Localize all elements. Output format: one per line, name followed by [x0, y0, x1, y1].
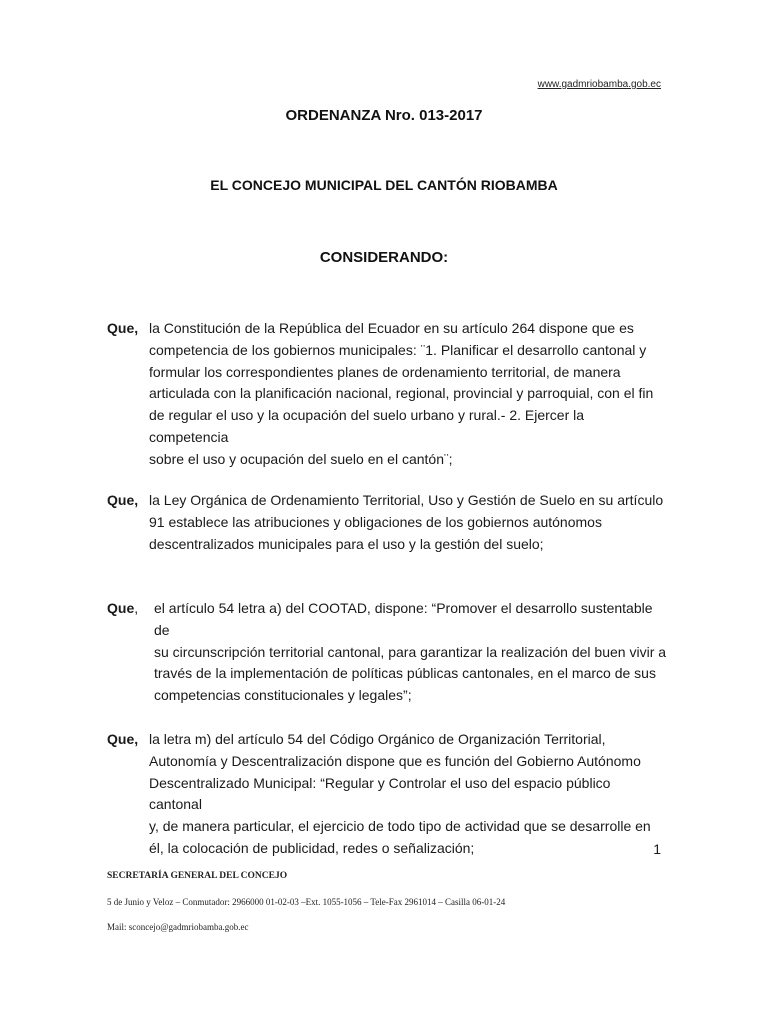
considerando-heading: CONSIDERANDO:	[319, 249, 449, 266]
clause-line: la Constitución de la República del Ecuador en su artículo 264 dispone que es	[149, 320, 634, 336]
clause-lead	[107, 598, 138, 620]
footer-contact: 5 de Junio y Veloz – Conmutador: 2966000 01-02-03 –Ext. 1055-1056 – Tele-Fax 2961014 – Casilla 06-01-24	[107, 897, 506, 907]
footer-office: SECRETARÍA GENERAL DEL CONCEJO	[107, 871, 288, 881]
clause-line: competencia de los gobiernos municipales: ¨1. Planificar el desarrollo cantonal y	[149, 341, 647, 358]
clause-line: la letra m) del artículo 54 del Código Orgánico de Organización Territorial,	[149, 731, 606, 747]
clause-line: y, de manera particular, el ejercicio de todo tipo de actividad que se desarrolle en	[149, 818, 651, 835]
clause-line: través de la implementación de políticas públicas cantonales, en el marco de sus	[154, 665, 656, 682]
clause-line: articulada con la planificación nacional, regional, provincial y parroquial, con el fin	[149, 385, 654, 402]
clause-4	[107, 729, 667, 860]
clause-line: 91 establece las atribuciones y obligaciones de los gobiernos autónomos	[149, 513, 602, 530]
clause-line: formular los correspondientes planes de ordenamiento territorial, de manera	[149, 363, 621, 380]
clause-line: la Ley Orgánica de Ordenamiento Territorial, Uso y Gestión de Suelo en su artículo	[149, 492, 664, 508]
clause-line: descentralizados municipales para el uso y la gestión del suelo;	[149, 535, 544, 552]
clause-text	[149, 490, 667, 555]
ordinance-title: ORDENANZA Nro. 013-2017	[285, 107, 483, 124]
clause-line: él, la colocación de publicidad, redes o señalización;	[149, 839, 475, 856]
clause-2	[107, 490, 667, 555]
clause-line: Descentralizado Municipal: “Regular y Controlar el uso del espacio público cantonal	[149, 774, 611, 813]
clause-text	[149, 729, 667, 860]
footer-mail: Mail: sconcejo@gadmriobamba.gob.ec	[107, 922, 249, 932]
issuer-heading: EL CONCEJO MUNICIPAL DEL CANTÓN RIOBAMBA	[210, 177, 558, 193]
clause-line: competencias constitucionales y legales”;	[154, 687, 412, 704]
clause-lead: Que,	[107, 492, 139, 508]
clause-text	[149, 318, 667, 471]
clause-lead: Que,	[107, 320, 139, 336]
clause-3	[107, 598, 667, 707]
clause-line: su circunscripción territorial cantonal, para garantizar la realización del buen vivir a	[154, 643, 667, 660]
website-link[interactable]: www.gadmriobamba.gob.ec	[537, 79, 661, 90]
clause-1	[107, 318, 667, 471]
clause-line: el artículo 54 letra a) del COOTAD, dispone: “Promover el desarrollo sustentable de	[154, 600, 653, 638]
clause-line: sobre el uso y ocupación del suelo en el cantón¨;	[149, 450, 453, 467]
clause-line: Autonomía y Descentralización dispone que es función del Gobierno Autónomo	[149, 752, 641, 769]
clause-text	[154, 598, 667, 707]
clause-lead: Que,	[107, 731, 139, 747]
clause-lead-word: Que	[107, 600, 135, 616]
clause-line: de regular el uso y la ocupación del suelo urbano y rural.- 2. Ejercer la competencia	[149, 407, 585, 445]
page-number: 1	[653, 841, 661, 857]
clause-lead-punct: ,	[134, 600, 139, 616]
